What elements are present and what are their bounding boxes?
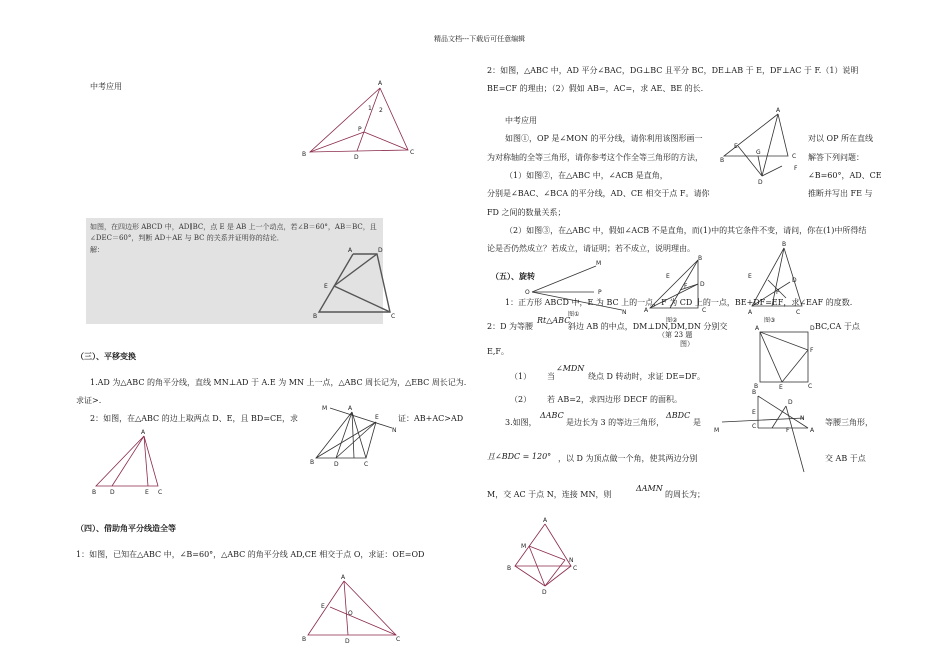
scan-solve: 解： — [90, 246, 104, 254]
caption-fig2: 图② — [666, 317, 678, 324]
sec5-p2-c: BC,CA 于点 — [815, 322, 860, 331]
label-N: N — [392, 427, 397, 434]
label-B: B — [507, 565, 512, 572]
label-N: N — [800, 415, 805, 422]
sec3-p2-line-a: 2：如图，在△ABC 的边上取两点 D、E，且 BD=CE，求 — [90, 414, 299, 423]
label-B: B — [698, 255, 703, 262]
label-D: D — [758, 179, 763, 186]
section-3-title: （三）、平移变换 — [76, 351, 136, 361]
sec5-p2-2-a: （2） — [510, 395, 532, 404]
triangle-figure-q — [718, 106, 808, 190]
sec5-p1: 1：正方形 ABCD 中，E 为 BC 上的一点，F 为 CD 上的一点，BE+DF=EF，求∠EAF 的度数. — [505, 298, 853, 307]
triangle-amn-formula: ΔAMN — [636, 484, 663, 493]
label-M: M — [521, 543, 527, 550]
label-B: B — [313, 313, 318, 320]
scan-line-1: 如图，在四边形 ABCD 中，AD∥BC，点 E 是 AB 上一个动点，若∠B＝60°，AB＝BC，且 — [90, 223, 377, 231]
label-E: E — [666, 273, 670, 280]
label-D: D — [700, 281, 705, 288]
triangle-figure-2 — [640, 254, 720, 328]
label-C: C — [796, 309, 801, 316]
label-C: C — [752, 423, 757, 430]
zhongkao-heading-left: 中考应用 — [90, 82, 122, 91]
sec5-p2-2-b: 若 AB=2，求四边形 DECF 的面积。 — [547, 395, 683, 404]
label-E: E — [748, 273, 752, 280]
triangle-figure-1 — [300, 80, 420, 160]
label-A: A — [776, 107, 781, 114]
figure-note-2: 图） — [680, 340, 694, 348]
triangle-figure-3 — [90, 430, 170, 500]
label-D: D — [345, 638, 350, 645]
label-P: P — [598, 289, 602, 296]
sec5-p2-1-c: 绕点 D 转动时，求证 DE=DF。 — [588, 372, 705, 381]
label-E: E — [324, 283, 328, 290]
sec4-p1: 1：如图，已知在△ABC 中，∠B=60°，△ABC 的角平分线 AD,CE 相交于点 O，求证：OE=OD — [76, 550, 425, 559]
sec5-p2-b: 斜边 AB 的中点，DM⊥DN,DM,DN 分别交 — [568, 322, 728, 331]
label-1: 1 — [368, 105, 372, 112]
label-E: E — [145, 489, 149, 496]
label-D: D — [354, 154, 359, 161]
sec5-p2-a: 2：D 为等腰 — [487, 322, 534, 331]
sec5-p3-a: 3.如图， — [505, 418, 537, 427]
q-line2-b: 解答下列问题： — [808, 153, 864, 162]
label-F: F — [776, 289, 780, 296]
label-B: B — [752, 389, 757, 396]
angle-mdn-formula: ∠MDN — [556, 364, 585, 373]
label-A: A — [644, 307, 649, 314]
sec5-p3-g: 交 AB 于点 — [825, 454, 866, 463]
sec5-p2-d: E,F。 — [487, 347, 509, 356]
label-F: F — [794, 165, 798, 172]
angle-figure-1 — [524, 258, 634, 318]
sec3-p2-line-b: 证：AB+AC>AD — [398, 414, 464, 423]
label-F: F — [684, 283, 688, 290]
label-C: C — [573, 565, 578, 572]
label-A: A — [141, 429, 146, 436]
label-B: B — [92, 489, 97, 496]
sec5-p3-c: 是 — [693, 418, 701, 427]
label-M: M — [596, 260, 602, 267]
label-C: C — [702, 307, 707, 314]
sec5-p2-1-b: 当 — [547, 372, 555, 381]
sec3-p1-line1: 1.AD 为△ABC 的角平分线，直线 MN⊥AD 于 A.E 为 MN 上一点，△ABC 周长记为，△EBC 周长记为. — [90, 378, 467, 387]
label-O: O — [348, 610, 353, 617]
label-B: B — [754, 383, 759, 390]
label-E: E — [321, 603, 325, 610]
caption-fig3: 图③ — [764, 317, 776, 324]
label-A: A — [341, 574, 346, 581]
label-D: D — [788, 399, 793, 406]
q-line3-a: （1）如图②，在△ABC 中，∠ACB 是直角， — [505, 171, 668, 180]
section-4-title: （四）、借助角平分线造全等 — [76, 523, 176, 533]
label-A: A — [543, 517, 548, 524]
sec5-p2-1-a: （1） — [510, 372, 532, 381]
q-line6: （2）如图③，在△ABC 中，假如∠ACB 不是直角，而(1)中的其它条件不变，请问，你在(1)中所得结 — [505, 226, 867, 235]
label-E: E — [752, 409, 756, 416]
q-line1-b: 对以 OP 所在直线 — [808, 134, 874, 143]
label-B: B — [302, 151, 307, 158]
sec5-p3-h: M，交 AC 于点 N，连接 MN，则 — [487, 490, 612, 499]
triangle-bdc-formula: ΔBDC — [666, 411, 691, 420]
q-line2-a: 为对称轴的全等三角形，请你参考这个作全等三角形的方法， — [487, 153, 703, 162]
label-D: D — [110, 489, 115, 496]
label-B: B — [720, 157, 725, 164]
caption-fig1: 图① — [568, 311, 580, 318]
label-B: B — [782, 241, 787, 248]
label-G: G — [756, 149, 761, 156]
label-C: C — [396, 636, 401, 643]
label-F: F — [786, 427, 790, 434]
label-C: C — [792, 153, 797, 160]
label-P: P — [358, 126, 362, 133]
label-F: F — [810, 347, 814, 354]
label-C: C — [364, 461, 369, 468]
square-figure — [752, 318, 818, 392]
label-E: E — [375, 414, 379, 421]
label-E: E — [734, 143, 738, 150]
figure-note: （第 23 题 — [658, 331, 693, 339]
right-p2-line2: BE=CF 的理由；（2）假如 AB=，AC=，求 AE、BE 的长. — [487, 84, 704, 93]
section-5-title: （五）、旋转 — [491, 271, 535, 281]
label-A: A — [348, 405, 353, 412]
page-header: 精品文档---下载后可任意编辑 — [434, 35, 526, 43]
label-D: D — [542, 589, 547, 596]
q-line7: 论是否仍然成立？若成立，请证明；若不成立，说明理由。 — [487, 244, 695, 253]
label-N: N — [569, 557, 574, 564]
rt-abc-formula: Rt△ABC — [537, 316, 571, 325]
label-A: A — [748, 309, 753, 316]
label-2: 2 — [379, 107, 383, 114]
label-M: M — [714, 427, 720, 434]
sec5-p3-i: 的周长为； — [665, 490, 705, 499]
triangle-figure-3-right — [746, 240, 826, 330]
sec5-p3-f: ，以 D 为顶点做一个角，使其两边分别 — [558, 454, 698, 463]
scan-line-2: ∠DEC＝60°，判断 AD＋AE 与 BC 的关系并证明你的结论． — [90, 234, 284, 242]
q-line1-a: 如图①，OP 是∠MON 的平分线，请你利用该图形画一 — [505, 134, 703, 143]
label-B: B — [310, 459, 315, 466]
label-A: A — [755, 325, 760, 332]
q-line5: FD 之间的数量关系； — [487, 208, 566, 217]
label-A: A — [378, 80, 383, 87]
q-line4-a: 分别是∠BAC、∠BCA 的平分线，AD、CE 相交于点 F。请你 — [487, 189, 710, 198]
label-M: M — [322, 405, 328, 412]
triangle-abc-formula: ΔABC — [540, 411, 564, 420]
label-D: D — [378, 247, 383, 254]
label-D: D — [810, 325, 815, 332]
quadrilateral-figure-2 — [310, 246, 400, 320]
label-C: C — [391, 313, 396, 320]
label-C: C — [410, 149, 415, 156]
q-line3-b: ∠B=60°，AD、CE — [808, 171, 882, 180]
label-A: A — [810, 427, 815, 434]
q-line4-b: 推断并写出 FE 与 — [808, 189, 873, 198]
equilateral-figure — [505, 516, 589, 596]
label-E: E — [779, 384, 783, 391]
label-N: N — [622, 309, 627, 316]
triangle-figure-5 — [300, 575, 410, 645]
label-C: C — [808, 383, 813, 390]
sec5-p3-b: 是边长为 3 的等边三角形， — [566, 418, 665, 427]
angle-bdc-formula: 且∠BDC = 120° — [487, 452, 552, 461]
label-B: B — [302, 636, 307, 643]
zhongkao-heading-right: 中考应用 — [505, 116, 537, 125]
sec3-p1-line2: 求证>. — [76, 396, 102, 405]
label-C: C — [158, 489, 163, 496]
rotation-figure — [712, 388, 822, 474]
sec5-p3-d: 等腰三角形， — [825, 418, 873, 427]
translation-figure-4 — [308, 402, 398, 468]
label-A: A — [348, 247, 353, 254]
label-D: D — [334, 461, 339, 468]
label-D: D — [792, 277, 797, 284]
label-O: O — [525, 289, 530, 296]
right-p2-line1: 2：如图，△ABC 中，AD 平分∠BAC，DG⊥BC 且平分 BC，DE⊥AB 于 E，DF⊥AC 于 F.（1）说明 — [487, 66, 859, 75]
